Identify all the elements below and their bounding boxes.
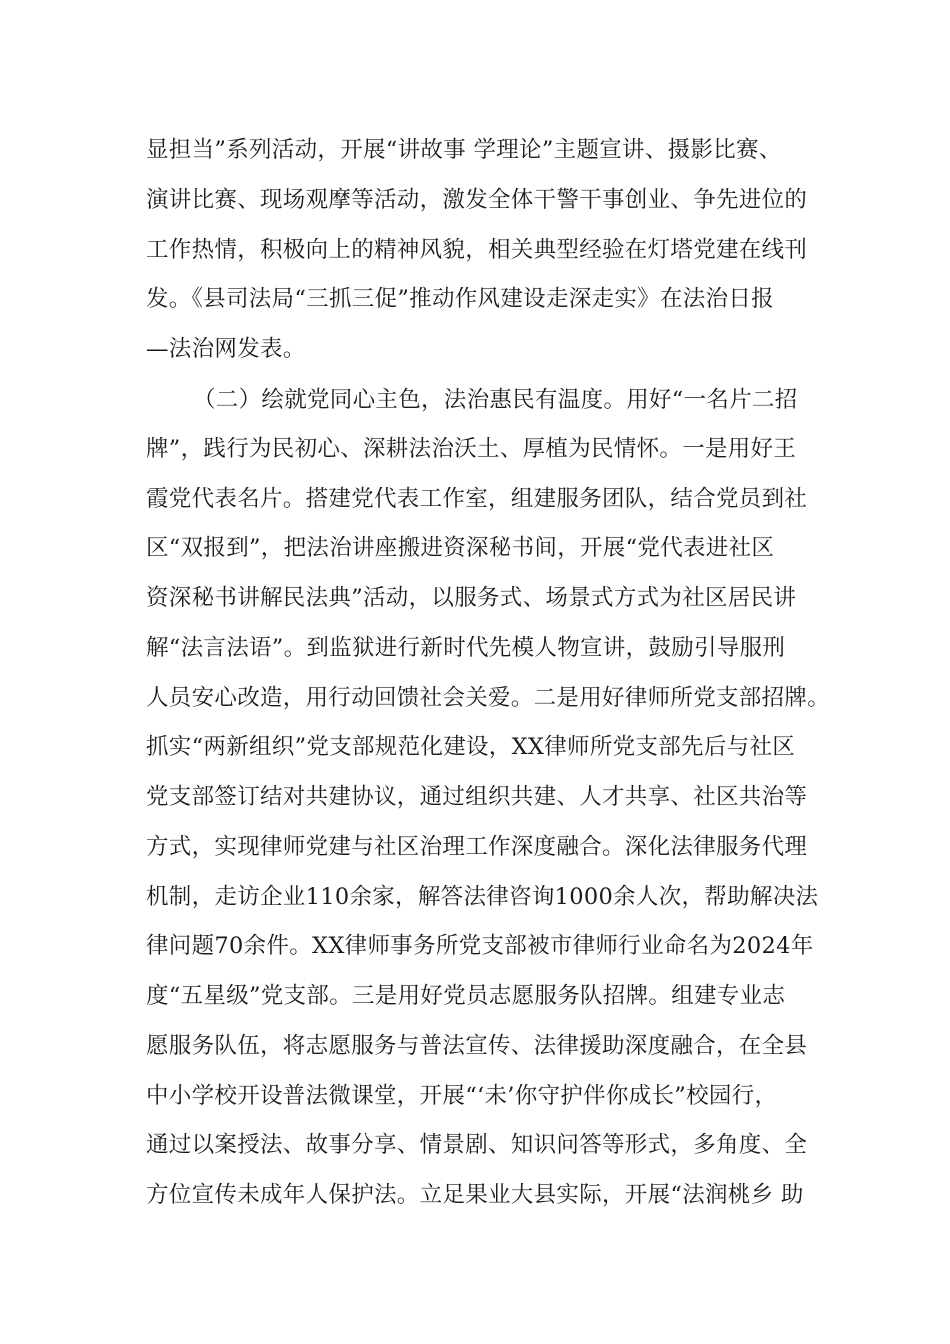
body-text-line: 方位宣传未成年人保护法。立足果业大县实际，开展“法润桃乡 助 xyxy=(146,1182,804,1208)
body-text-line: 牌”，践行为民初心、深耕法治沃土、厚植为民情怀。一是用好王 xyxy=(146,436,797,462)
body-text-line: 霞党代表名片。搭建党代表工作室，组建服务团队，结合党员到社 xyxy=(146,486,808,512)
body-text-line: —法治网发表。 xyxy=(146,336,306,362)
body-text-line: 演讲比赛、现场观摩等活动，激发全体干警干事创业、争先进位的 xyxy=(146,187,808,213)
body-text-line: 抓实“两新组织”党支部规范化建设，XX律师所党支部先后与社区 xyxy=(146,734,796,760)
body-text-line: 资深秘书讲解民法典”活动，以服务式、场景式方式为社区居民讲 xyxy=(146,585,797,611)
body-text-line: 度“五星级”党支部。三是用好党员志愿服务队招牌。组建专业志 xyxy=(146,983,786,1009)
body-text-line: 通过以案授法、故事分享、情景剧、知识问答等形式，多角度、全 xyxy=(146,1132,808,1158)
body-text-line: 区“双报到”，把法治讲座搬进资深秘书间，开展“党代表进社区 xyxy=(146,535,775,561)
body-text-line: 显担当”系列活动，开展“讲故事 学理论”主题宣讲、摄影比赛、 xyxy=(146,137,782,163)
body-text-line: 中小学校开设普法微课堂，开展“‘未’你守护伴你成长”校园行， xyxy=(146,1083,778,1109)
body-text-line: 愿服务队伍，将志愿服务与普法宣传、法律援助深度融合，在全县 xyxy=(146,1033,808,1059)
body-text-line: 工作热情，积极向上的精神风貌，相关典型经验在灯塔党建在线刊 xyxy=(146,237,808,263)
body-text-line: 机制，走访企业110余家，解答法律咨询1000余人次，帮助解决法 xyxy=(146,884,819,910)
body-text-line: 发。《县司法局“三抓三促”推动作风建设走深走实》在法治日报 xyxy=(146,286,774,312)
body-text-line: 律问题70余件。XX律师事务所党支部被市律师行业命名为2024年 xyxy=(146,933,814,959)
body-text-line: 方式，实现律师党建与社区治理工作深度融合。深化法律服务代理 xyxy=(146,834,808,860)
body-text-line: （二）绘就党同心主色，法治惠民有温度。用好“一名片二招 xyxy=(193,387,798,413)
body-text-line: 人员安心改造，用行动回馈社会关爱。二是用好律师所党支部招牌。 xyxy=(146,685,831,711)
body-text-line: 党支部签订结对共建协议，通过组织共建、人才共享、社区共治等 xyxy=(146,784,808,810)
body-text-line: 解“法言法语”。到监狱进行新时代先模人物宣讲，鼓励引导服刑 xyxy=(146,635,786,661)
